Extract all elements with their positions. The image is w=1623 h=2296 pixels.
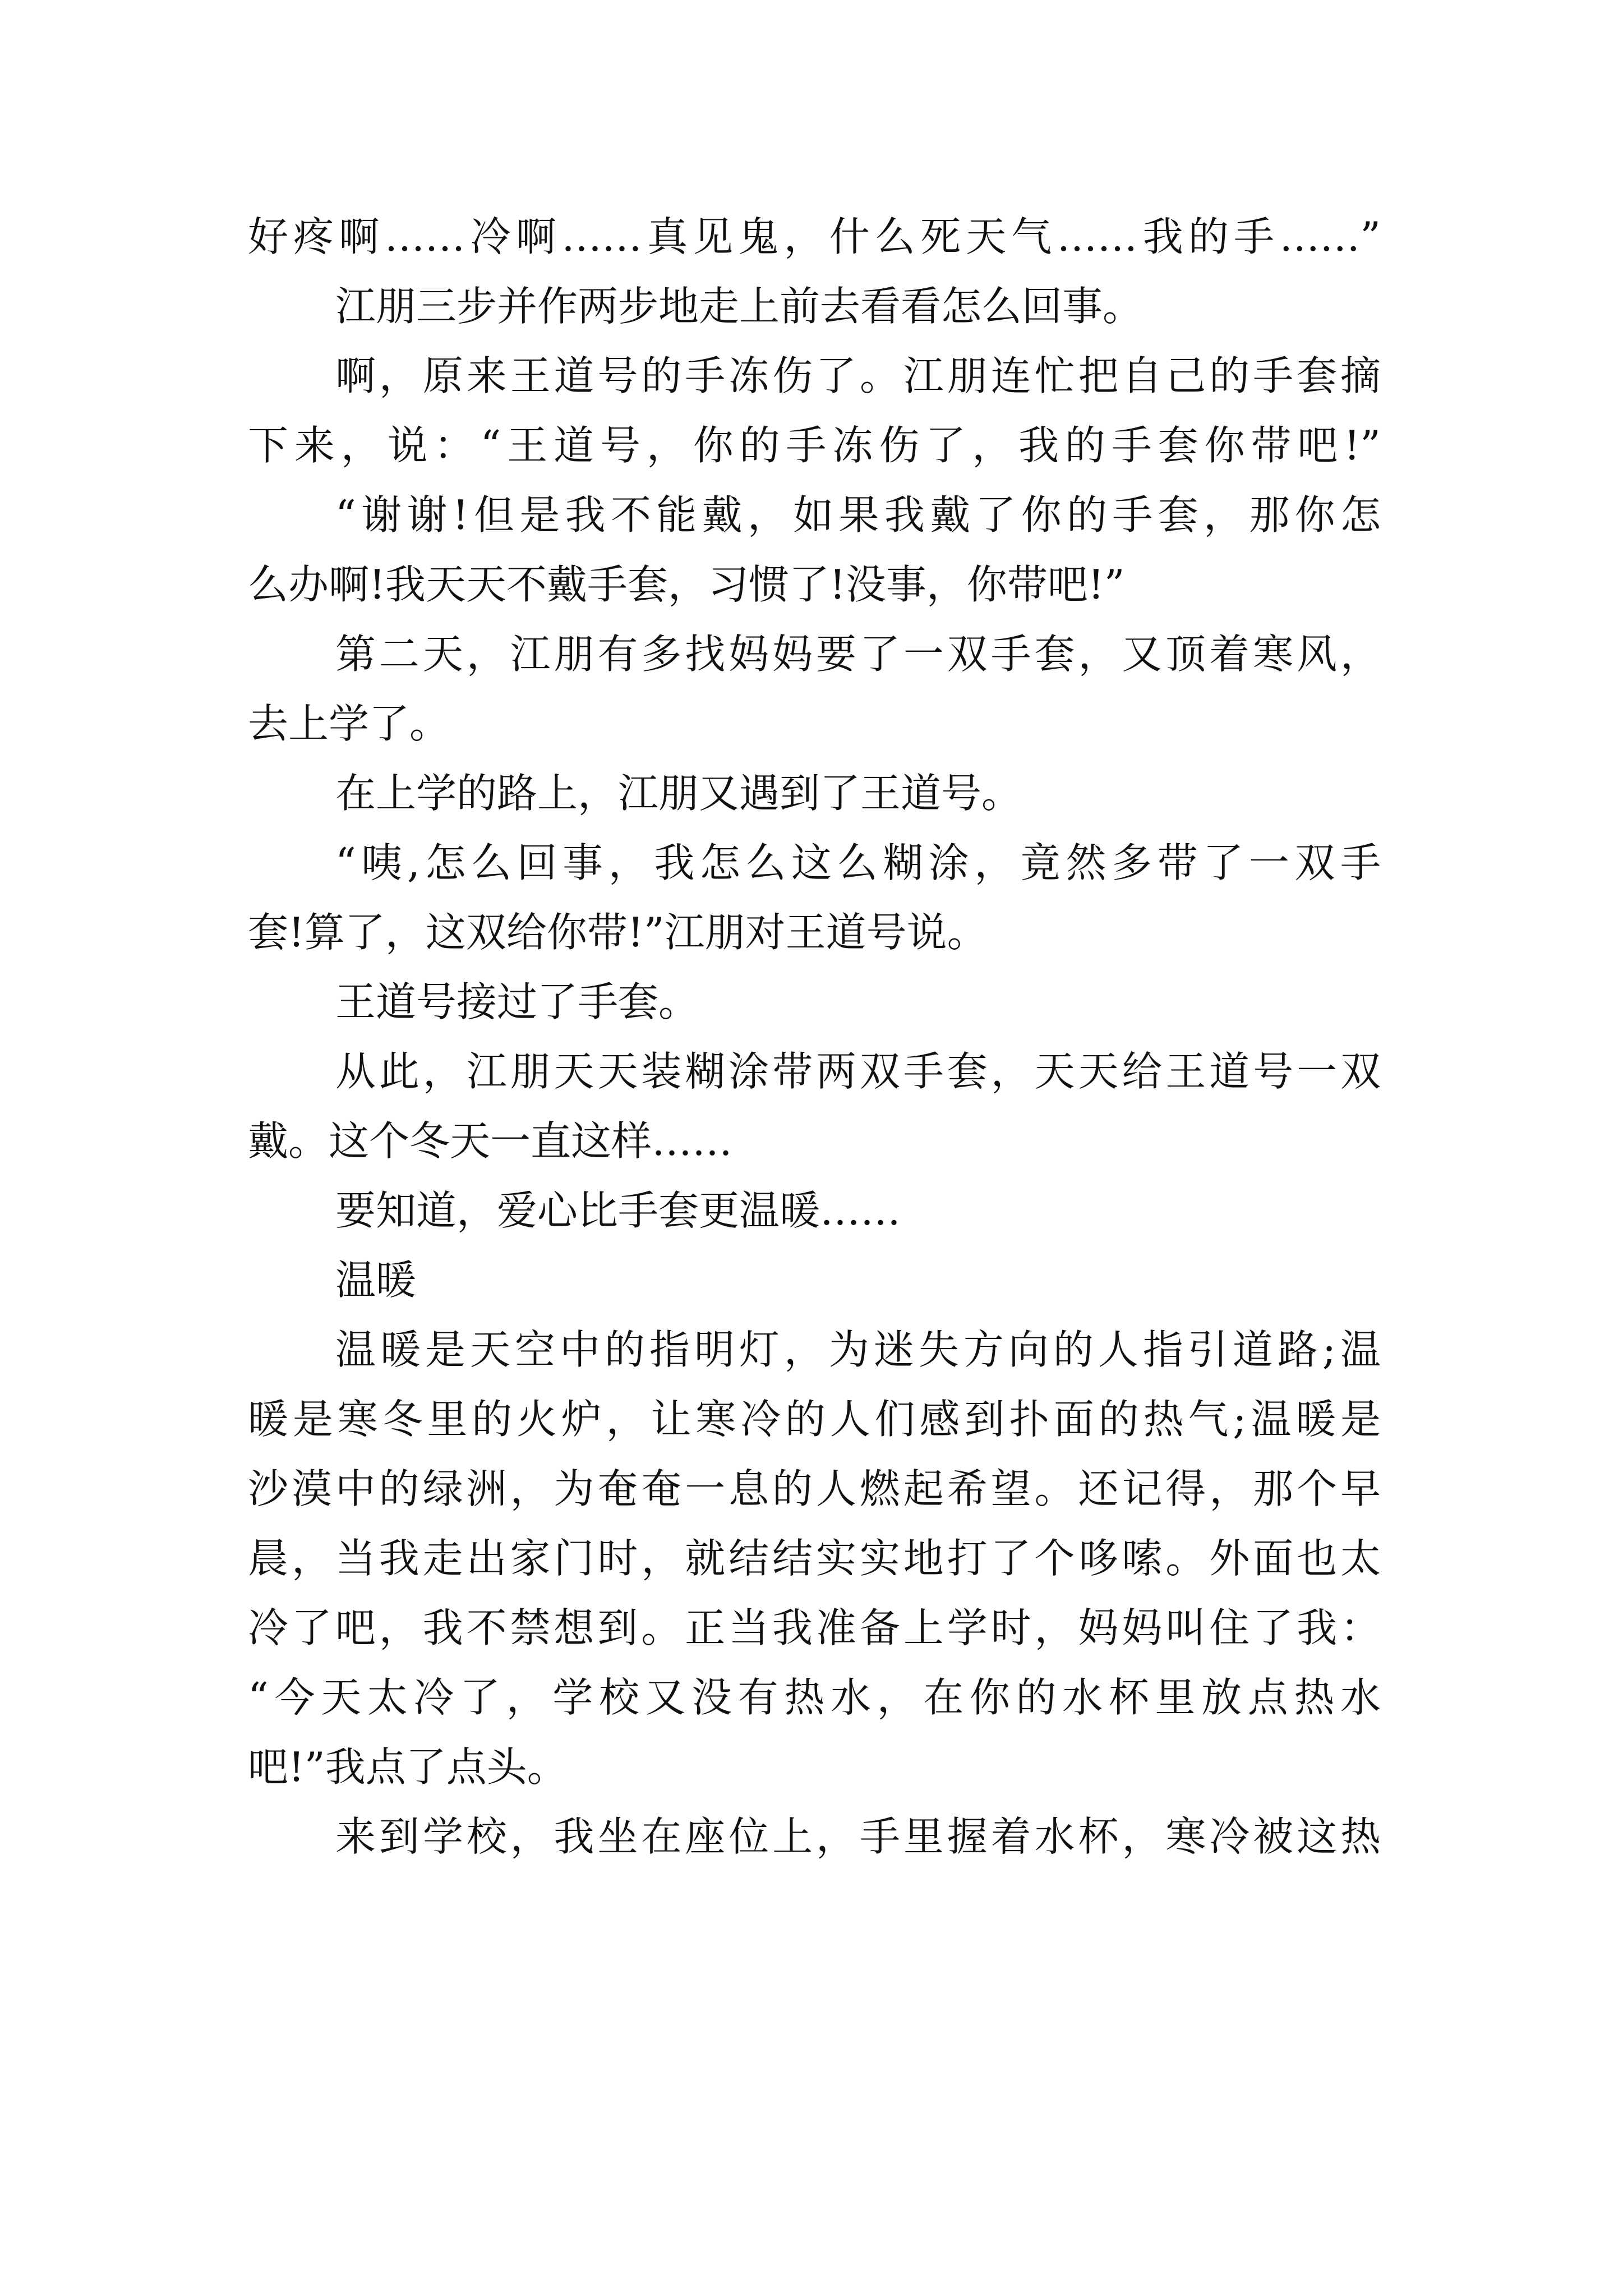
section-heading: 温暖 bbox=[335, 1257, 417, 1304]
text-line-3: 啊，原来王道号的手冻伤了。江朋连忙把自己的手套摘 bbox=[335, 352, 1381, 399]
text-line-7: 第二天，江朋有多找妈妈要了一双手套，又顶着寒风， bbox=[335, 631, 1381, 678]
text-line-2: 江朋三步并作两步地走上前去看看怎么回事。 bbox=[335, 283, 1144, 330]
text-line-6: 么办啊!我天天不戴手套，习惯了!没事，你带吧!” bbox=[248, 561, 1125, 608]
text-line-22: “今天太冷了，学校又没有热水，在你的水杯里放点热水 bbox=[248, 1674, 1381, 1721]
text-line-19: 沙漠中的绿洲，为奄奄一息的人燃起希望。还记得，那个早 bbox=[248, 1465, 1381, 1512]
text-line-20: 晨，当我走出家门时，就结结实实地打了个哆嗦。外面也太 bbox=[248, 1535, 1381, 1582]
text-line-17: 温暖是天空中的指明灯，为迷失方向的人指引道路;温 bbox=[335, 1326, 1381, 1373]
text-line-8: 去上学了。 bbox=[248, 700, 450, 747]
text-line-9: 在上学的路上，江朋又遇到了王道号。 bbox=[335, 770, 1022, 817]
text-line-4: 下来，说：“王道号，你的手冻伤了，我的手套你带吧!” bbox=[248, 422, 1381, 469]
body-text bbox=[248, 202, 1381, 1871]
text-line-21: 冷了吧，我不禁想到。正当我准备上学时，妈妈叫住了我： bbox=[248, 1604, 1381, 1651]
text-line-13: 从此，江朋天天装糊涂带两双手套，天天给王道号一双 bbox=[335, 1048, 1381, 1095]
text-line-15: 要知道，爱心比手套更温暖…… bbox=[335, 1187, 901, 1234]
text-line-11: 套!算了，这双给你带!”江朋对王道号说。 bbox=[248, 909, 988, 956]
text-line-18: 暖是寒冬里的火炉，让寒冷的人们感到扑面的热气;温暖是 bbox=[248, 1396, 1381, 1443]
text-line-23: 吧!”我点了点头。 bbox=[248, 1743, 568, 1791]
text-line-10: “咦,怎么回事，我怎么这么糊涂，竟然多带了一双手 bbox=[335, 839, 1381, 886]
text-line-1: 好疼啊……冷啊……真见鬼，什么死天气……我的手……” bbox=[248, 213, 1381, 260]
text-line-14: 戴。这个冬天一直这样…… bbox=[248, 1117, 733, 1165]
text-line-24: 来到学校，我坐在座位上，手里握着水杯，寒冷被这热 bbox=[335, 1813, 1381, 1860]
text-line-12: 王道号接过了手套。 bbox=[335, 978, 699, 1025]
text-line-5: “谢谢!但是我不能戴，如果我戴了你的手套，那你怎 bbox=[335, 491, 1381, 539]
